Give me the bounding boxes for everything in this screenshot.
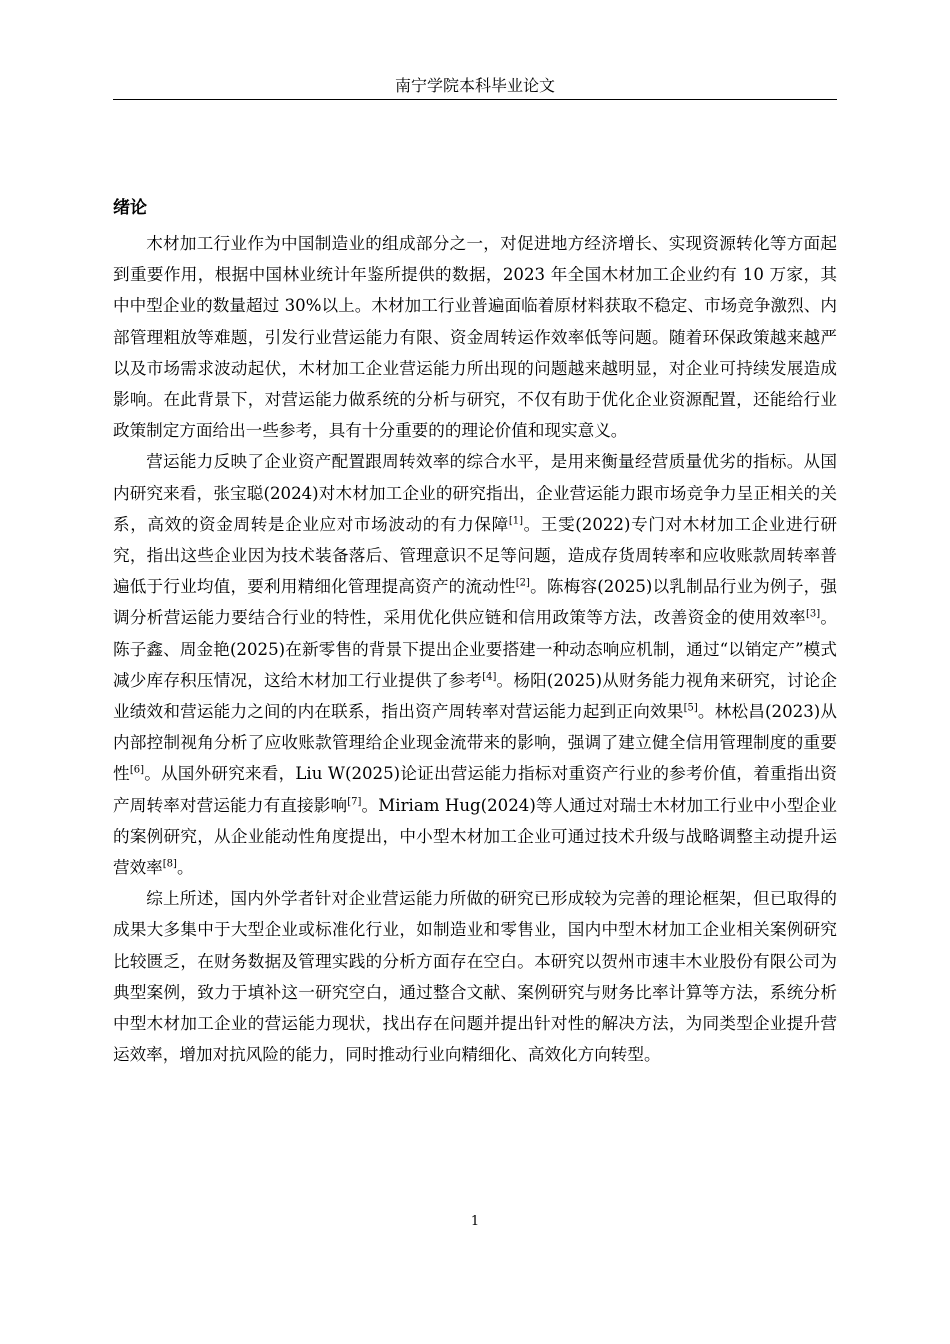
citation-ref: [8] (162, 858, 177, 870)
section-title: 绪论 (113, 198, 147, 218)
paragraph-text: 。从国外研究来看，Liu W(2025)论证出营运能力指标对重资产行业的参考价值，着重指出资产周转率对营运能力有直接影响 (113, 764, 837, 815)
header-rule (113, 99, 837, 100)
paragraph-text: 综上所述，国内外学者针对企业营运能力所做的研究已形成较为完善的理论框架，但已取得的成果大多集中于大型企业或标准化行业，如制造业和零售业，国内中型木材加工企业相关案例研究比较匮乏，在财务数据及管理实践的分析方面存在空白。本研究以贺州市速丰木业股份有限公司为典型案例，致力于填补这一研究空白，通过整合文献、案例研究与财务比率计算等方法，系统分析中型木材加工企业的营运能力现状，找出存在问题并提出针对性的解决方法，为同类型企业提升营运效率，增加对抗风险的能力，同时推动行业向精细化、高效化方向转型。 (113, 889, 837, 1065)
body-text (113, 228, 837, 1070)
body-paragraph (113, 446, 837, 883)
citation-ref: [6] (129, 764, 144, 776)
paragraph-text: 木材加工行业作为中国制造业的组成部分之一，对促进地方经济增长、实现资源转化等方面起到重要作用，根据中国林业统计年鉴所提供的数据，2023 年全国木材加工企业约有 10 万家，其中中型企业的数量超过 30%以上。木材加工行业普遍面临着原材料获取不稳定、市场竞争激烈、内部管理粗放等难题，引发行业营运能力有限、资金周转运作效率低等问题。随着环保政策越来越严以及市场需求波动起伏，木材加工企业营运能力所出现的问题越来越明显，对企业可持续发展造成影响。在此背景下，对营运能力做系统的分析与研究，不仅有助于优化企业资源配置，还能给行业政策制定方面给出一些参考，具有十分重要的的理论价值和现实意义。 (113, 234, 837, 441)
paragraph-text: 。陈子鑫、周金艳(2025)在新零售的背景下提出企业要搭建一种动态响应机制，通过“以销定产”模式减少库存积压情况，这给木材加工行业提供了参考 (113, 608, 838, 690)
citation-ref: [5] (683, 702, 698, 714)
page-header: 南宁学院本科毕业论文 (394, 76, 555, 95)
paragraph-text: 。 (176, 858, 194, 878)
citation-ref: [3] (805, 608, 821, 620)
paragraph-text: 。王雯(2022)专门对木材加工企业进行研究，指出这些企业因为技术装备落后、管理意识不足等问题，造成存货周转率和应收账款周转率普遍低于行业均值，要利用精细化管理提高资产的流动性 (113, 514, 837, 597)
paragraph-text: 。林松昌(2023)从内部控制视角分析了应收账款管理给企业现金流带来的影响，强调了建立健全信用管理制度的重要性 (113, 702, 838, 784)
paragraph-text: 营运能力反映了企业资产配置跟周转效率的综合水平，是用来衡量经营质量优劣的指标。从国内研究来看，张宝聪(2024)对木材加工企业的研究指出，企业营运能力跟市场竞争力呈正相关的关系，高效的资金周转是企业应对市场波动的有力保障 (113, 452, 837, 534)
citation-ref: [1] (508, 515, 524, 527)
body-paragraph (113, 883, 837, 1070)
body-paragraph (113, 228, 837, 446)
citation-ref: [4] (482, 671, 497, 683)
paragraph-text: 。Miriam Hug(2024)等人通过对瑞士木材加工行业中小型企业的案例研究，从企业能动性角度提出，中小型木材加工企业可通过技术升级与战略调整主动提升运营效率 (113, 795, 837, 878)
paragraph-text: 。陈梅容(2025)以乳制品行业为例子，强调分析营运能力要结合行业的特性，采用优化供应链和信用政策等方法，改善资金的使用效率 (113, 577, 837, 628)
citation-ref: [2] (515, 577, 530, 589)
paragraph-text: 。杨阳(2025)从财务能力视角来研究，讨论企业绩效和营运能力之间的内在联系，指出资产周转率对营运能力起到正向效果 (113, 670, 837, 722)
citation-ref: [7] (347, 796, 362, 808)
page-number: 1 (470, 1214, 480, 1229)
